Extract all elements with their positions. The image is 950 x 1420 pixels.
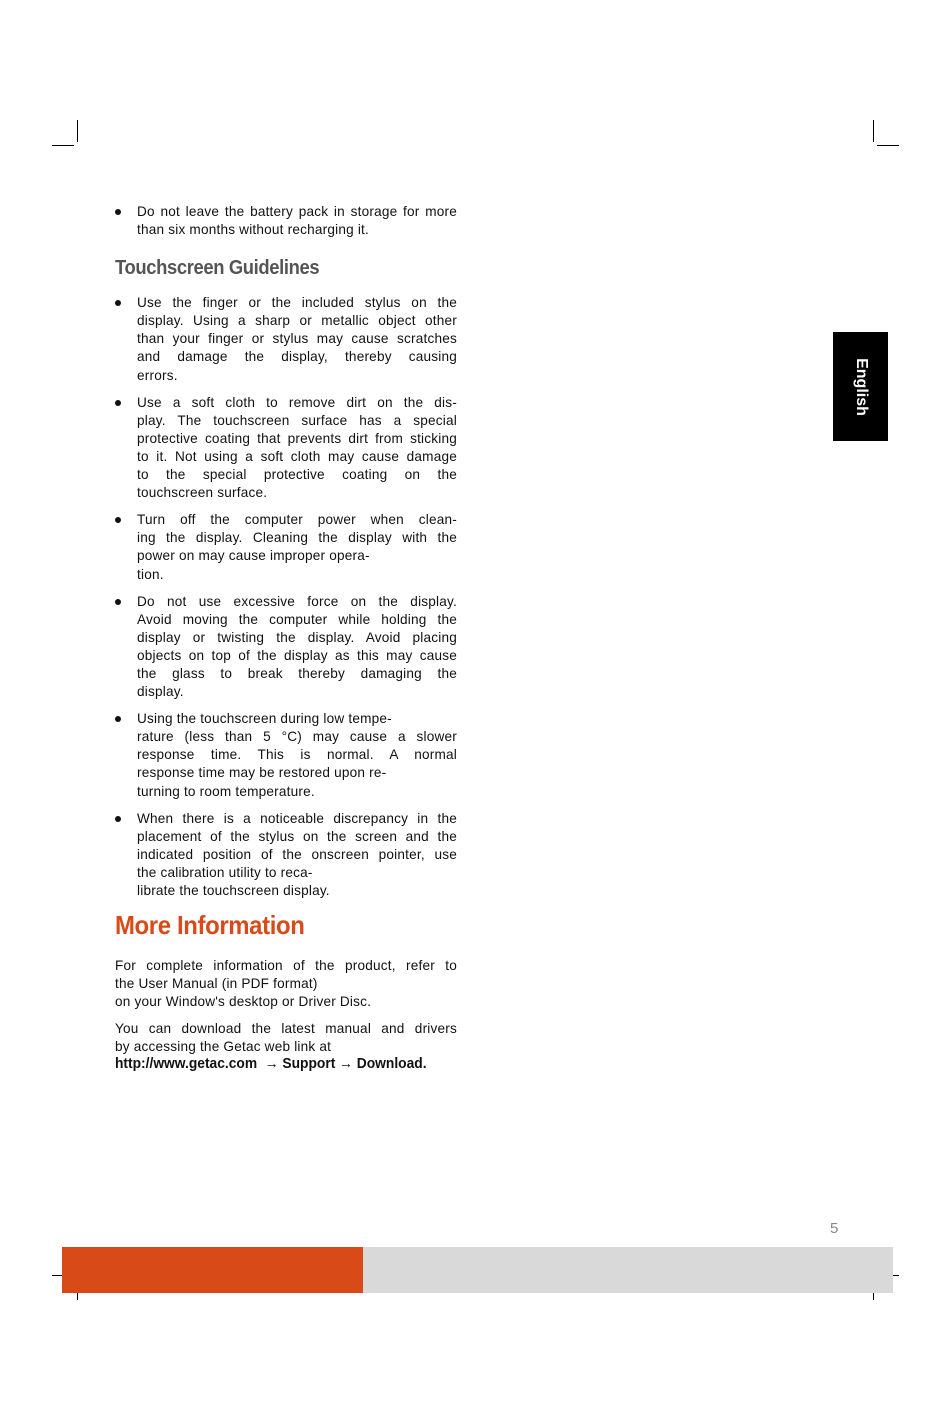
text-line: turning to room temperature. <box>137 783 315 799</box>
download-link[interactable]: Download <box>356 1054 423 1072</box>
list-item <box>115 710 457 800</box>
text-line: placement of the stylus on the screen and the <box>137 828 457 844</box>
text-line: Turn off the computer power when clean- <box>137 512 457 528</box>
text-line: Do not use excessive force on the display. <box>137 593 457 609</box>
list-item <box>115 810 457 900</box>
text-line: display. Using a sharp or metallic object other <box>137 313 457 329</box>
list-item <box>115 593 457 702</box>
crop-mark <box>877 145 899 146</box>
text-line: librate the touchscreen display. <box>137 883 330 898</box>
paragraph <box>115 957 457 1011</box>
text-line: errors. <box>137 367 178 383</box>
crop-mark <box>77 120 78 142</box>
text-line: response time may be restored upon re- <box>137 765 387 781</box>
text-line: on your Window's desktop or Driver Disc. <box>115 994 372 1010</box>
text-line: the User Manual (in PDF format) <box>115 976 318 992</box>
text-line: You can download the latest manual and drivers <box>115 1021 457 1037</box>
list-item <box>115 203 457 239</box>
text-line: by accessing the Getac web link at <box>115 1039 332 1055</box>
text-line: the glass to break thereby damaging the <box>137 665 457 681</box>
section-heading-more-information: More Information <box>115 910 305 941</box>
text-line: display. <box>137 684 184 700</box>
page-number: 5 <box>830 1220 839 1237</box>
crop-mark <box>873 120 874 142</box>
bullet-icon <box>115 816 121 822</box>
text-line: Use a soft cloth to remove dirt on the dis- <box>137 394 457 410</box>
language-tab-label: English <box>852 357 870 416</box>
text-line: play. The touchscreen surface has a special <box>137 412 457 428</box>
arrow-right-icon: → <box>339 1054 353 1072</box>
getac-web-link[interactable]: http://www.getac.com <box>115 1054 258 1072</box>
text-line: protective coating that prevents dirt from sticking <box>137 430 457 446</box>
text-line: indicated position of the onscreen pointer, use <box>137 846 457 862</box>
text-line: to it. Not using a soft cloth may cause damage <box>137 448 457 464</box>
content-column <box>115 203 457 1072</box>
text-line: power on may cause improper opera- <box>137 548 370 564</box>
text-line: response time. This is normal. A normal <box>137 747 457 763</box>
text-line: to the special protective coating on the <box>137 467 457 483</box>
text-line: Avoid moving the computer while holding the <box>137 611 457 627</box>
bullet-icon <box>115 599 121 605</box>
text-line: display or twisting the display. Avoid placing <box>137 629 457 645</box>
text-line: than your finger or stylus may cause scratches <box>137 331 457 347</box>
text-line: objects on top of the display as this may cause <box>137 647 457 663</box>
list-item <box>115 394 457 503</box>
text-line: ing the display. Cleaning the display with the <box>137 530 457 546</box>
footer-bar-gray <box>363 1247 893 1293</box>
text-line: Using the touchscreen during low tempe- <box>137 711 392 727</box>
section-heading-touchscreen: Touchscreen Guidelines <box>115 257 320 280</box>
bullet-icon <box>115 517 121 523</box>
text-line: tion. <box>137 566 164 582</box>
support-link[interactable]: Support <box>282 1054 336 1072</box>
list-item <box>115 511 457 583</box>
text-line: touchscreen surface. <box>137 485 268 501</box>
bullet-icon <box>115 300 121 306</box>
text-line: For complete information of the product, refer to <box>115 958 457 974</box>
text-line: rature (less than 5 °C) may cause a slower <box>137 729 457 745</box>
text-line: and damage the display, thereby causing <box>137 349 457 365</box>
text-line: than six months without recharging it. <box>137 222 370 238</box>
footer-bar-accent <box>62 1247 363 1293</box>
period: . <box>422 1054 427 1072</box>
language-tab <box>833 332 888 441</box>
arrow-right-icon: → <box>264 1054 279 1072</box>
bullet-icon <box>115 400 121 406</box>
text-line: the calibration utility to reca- <box>137 864 313 880</box>
text-line: Do not leave the battery pack in storage for more <box>137 204 457 219</box>
list-item <box>115 294 457 384</box>
crop-mark <box>52 145 74 146</box>
bullet-icon <box>115 209 121 215</box>
download-link-path <box>115 1055 430 1072</box>
bullet-icon <box>115 716 121 722</box>
paragraph <box>115 1020 457 1056</box>
text-line: Use the finger or the included stylus on the <box>137 295 457 311</box>
text-line: When there is a noticeable discrepancy in the <box>137 810 457 826</box>
